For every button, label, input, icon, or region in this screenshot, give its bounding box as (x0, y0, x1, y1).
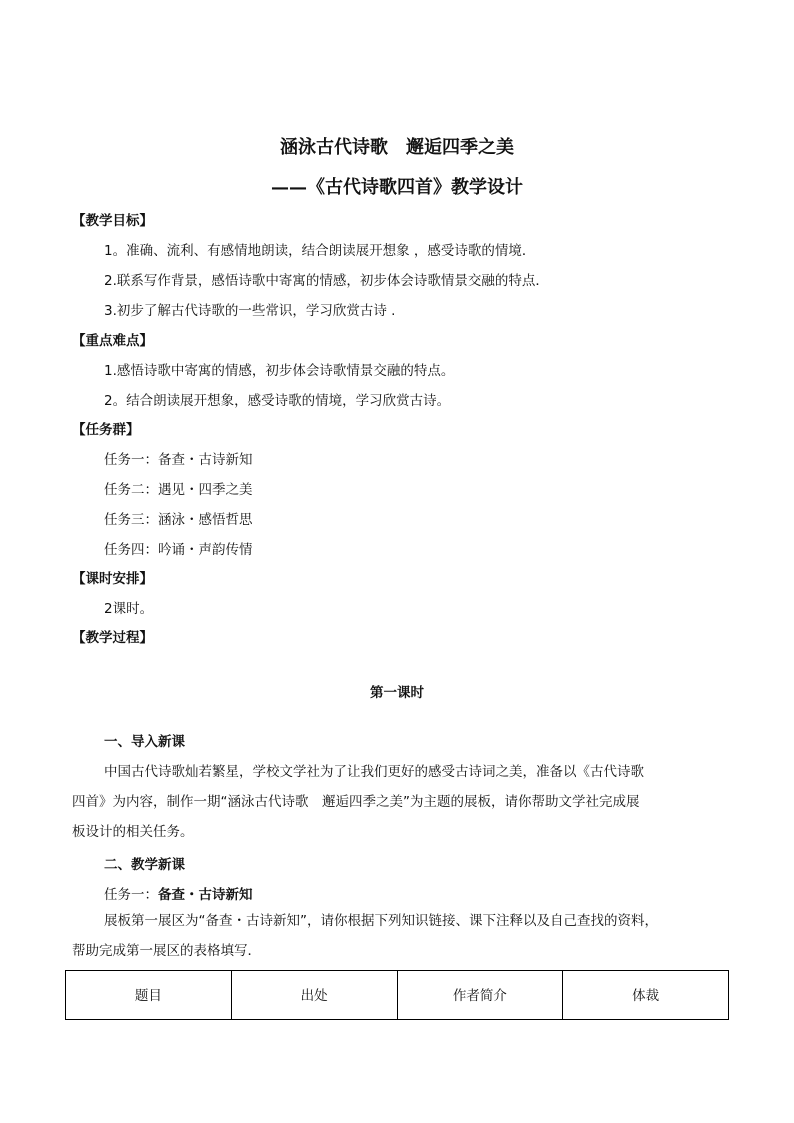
task-name: 备查・古诗新知 (158, 887, 253, 903)
schedule-heading: 【课时安排】 (72, 571, 153, 587)
table-header-cell: 题目 (66, 971, 232, 1020)
task-item: 任务一：备查・古诗新知 (104, 452, 253, 468)
task-item: 任务三：涵泳・感悟哲思 (104, 512, 253, 528)
section-heading: 一、导入新课 (104, 734, 185, 750)
paragraph-line: 板设计的相关任务。 (72, 824, 194, 840)
paragraph-line: 展板第一展区为“备查・古诗新知”，请你根据下列知识链接、课下注释以及自己查找的资料， (104, 913, 658, 929)
info-table (65, 970, 729, 1020)
table-header-cell: 出处 (231, 971, 397, 1020)
paragraph-line: 四首》为内容，制作一期“涵泳古代诗歌 邂逅四季之美”为主题的展板，请你帮助文学社完成展 (72, 794, 640, 810)
paragraph-line: 中国古代诗歌灿若繁星，学校文学社为了让我们更好的感受古诗词之美，准备以《古代诗歌 (104, 764, 644, 780)
task-item: 任务二：遇见・四季之美 (104, 482, 253, 498)
table-header-row (66, 971, 729, 1020)
document-title: 涵泳古代诗歌 邂逅四季之美 (280, 137, 514, 158)
table-header-cell: 体裁 (563, 971, 729, 1020)
paragraph-line: 帮助完成第一展区的表格填写． (72, 943, 261, 959)
goal-item: 1。准确、流利、有感情地朗读，结合朗读展开想象 ，感受诗歌的情境． (104, 243, 536, 259)
goal-item: 3.初步了解古代诗歌的一些常识，学习欣赏古诗 . (104, 303, 396, 319)
table-header-cell: 作者简介 (397, 971, 563, 1020)
section-heading: 二、教学新课 (104, 857, 185, 873)
key-point-item: 2。结合朗读展开想象，感受诗歌的情境，学习欣赏古诗。 (104, 393, 451, 409)
task-heading (104, 886, 253, 904)
goal-item: 2.联系写作背景，感悟诗歌中寄寓的情感，初步体会诗歌情景交融的特点． (104, 273, 549, 289)
goals-heading: 【教学目标】 (72, 213, 153, 229)
lesson-title: 第一课时 (370, 685, 424, 701)
document-subtitle: ——《古代诗歌四首》教学设计 (271, 177, 523, 198)
task-label: 任务一： (104, 887, 158, 903)
process-heading: 【教学过程】 (72, 630, 153, 646)
key-point-item: 1.感悟诗歌中寄寓的情感，初步体会诗歌情景交融的特点。 (104, 363, 455, 379)
task-item: 任务四：吟诵・声韵传情 (104, 542, 253, 558)
tasks-heading: 【任务群】 (72, 422, 140, 438)
schedule-text: 2课时。 (104, 601, 154, 617)
key-points-heading: 【重点难点】 (72, 333, 153, 349)
